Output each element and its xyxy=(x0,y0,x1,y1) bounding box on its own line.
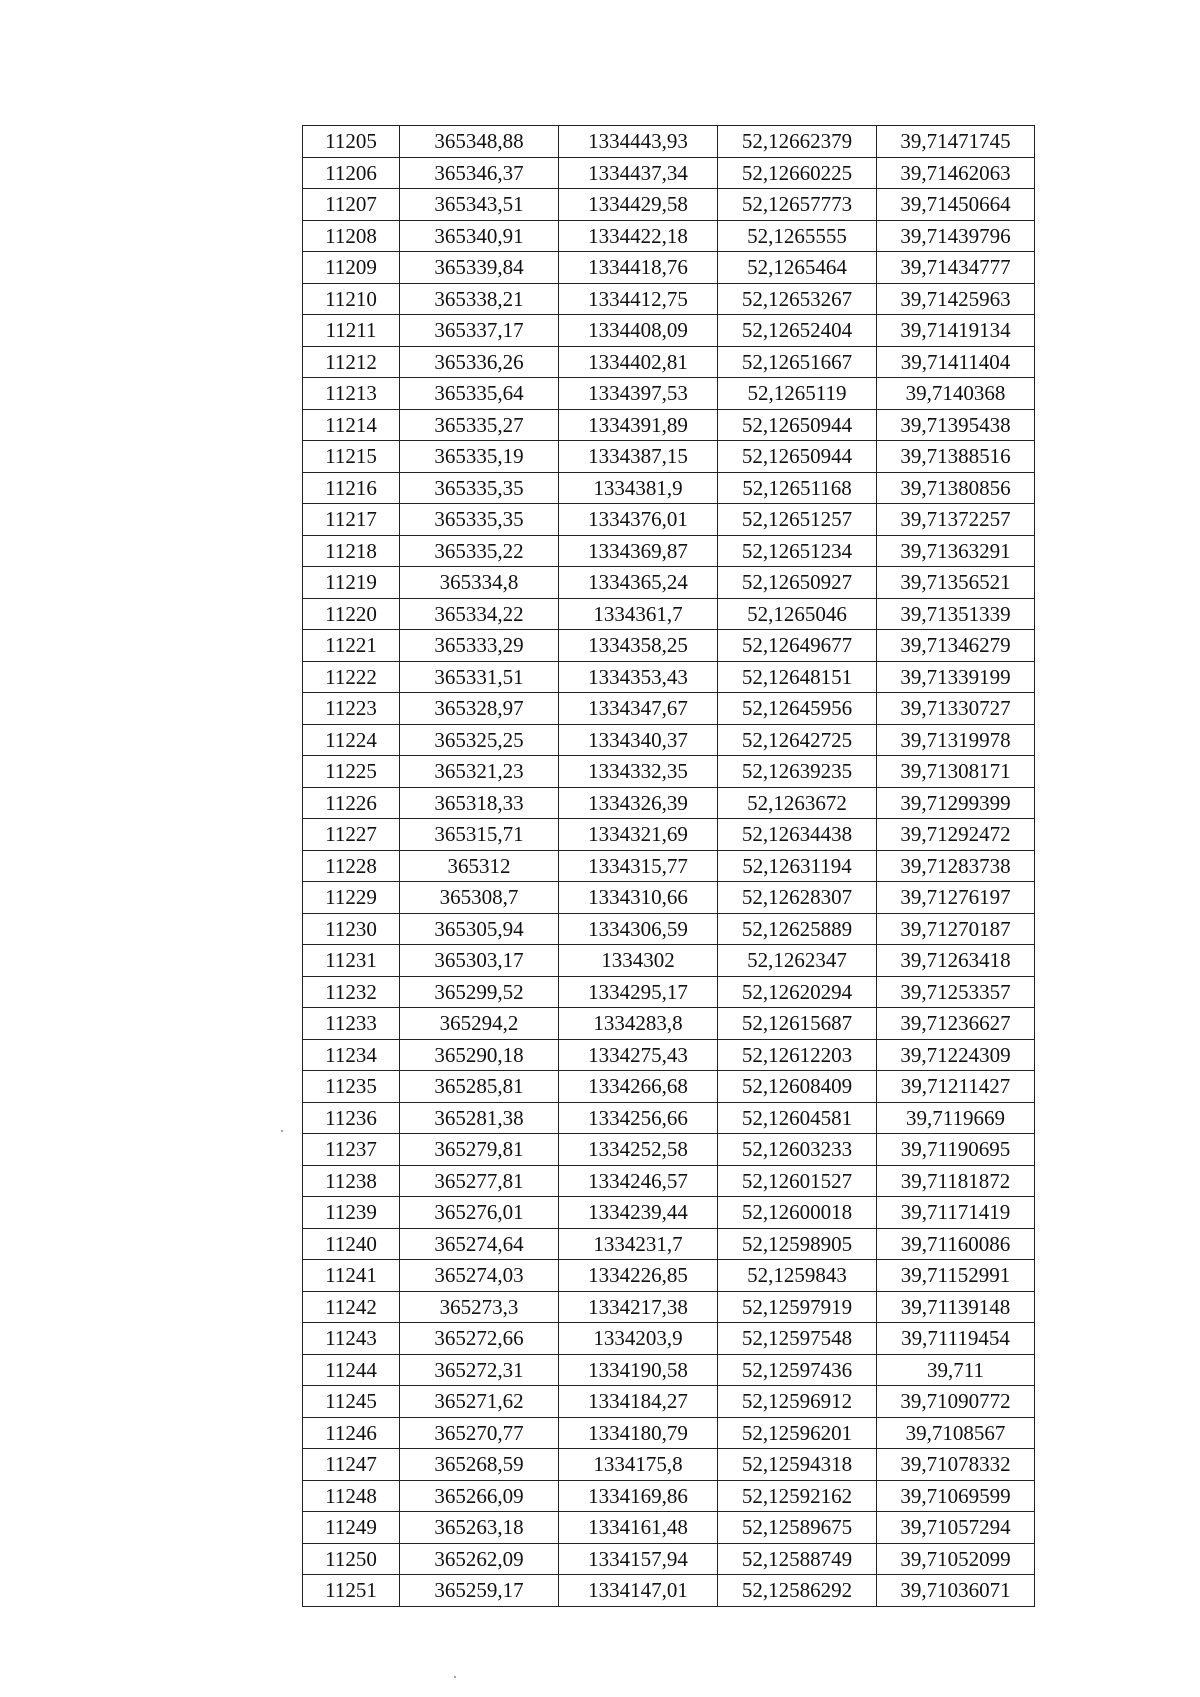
table-cell: 52,12625889 xyxy=(718,913,877,945)
table-cell: 52,12603233 xyxy=(718,1134,877,1166)
table-cell: 1334147,01 xyxy=(559,1575,718,1607)
table-cell: 1334266,68 xyxy=(559,1071,718,1103)
coordinates-table-body xyxy=(303,126,1035,1607)
table-cell: 11223 xyxy=(303,693,400,725)
table-cell: 39,71224309 xyxy=(877,1039,1035,1071)
table-cell: 39,71181872 xyxy=(877,1165,1035,1197)
table-cell: 365335,35 xyxy=(400,504,559,536)
table-cell: 52,12597548 xyxy=(718,1323,877,1355)
table-cell: 11234 xyxy=(303,1039,400,1071)
table-row xyxy=(303,189,1035,221)
table-cell: 365338,21 xyxy=(400,283,559,315)
table-cell: 365333,29 xyxy=(400,630,559,662)
table-cell: 52,12594318 xyxy=(718,1449,877,1481)
table-cell: 39,71253357 xyxy=(877,976,1035,1008)
table-cell: 52,12662379 xyxy=(718,126,877,158)
table-cell: 39,71351339 xyxy=(877,598,1035,630)
table-cell: 365263,18 xyxy=(400,1512,559,1544)
table-cell: 39,71152991 xyxy=(877,1260,1035,1292)
table-cell: 1334332,35 xyxy=(559,756,718,788)
table-cell: 39,71236627 xyxy=(877,1008,1035,1040)
table-row xyxy=(303,1575,1035,1607)
table-row xyxy=(303,661,1035,693)
table-cell: 11216 xyxy=(303,472,400,504)
table-cell: 11209 xyxy=(303,252,400,284)
table-row xyxy=(303,504,1035,536)
table-cell: 39,71434777 xyxy=(877,252,1035,284)
table-row xyxy=(303,535,1035,567)
table-cell: 11210 xyxy=(303,283,400,315)
table-cell: 1334175,8 xyxy=(559,1449,718,1481)
table-cell: 11225 xyxy=(303,756,400,788)
table-cell: 365334,22 xyxy=(400,598,559,630)
table-cell: 1334358,25 xyxy=(559,630,718,662)
table-cell: 52,12650944 xyxy=(718,441,877,473)
table-cell: 39,71380856 xyxy=(877,472,1035,504)
table-cell: 365279,81 xyxy=(400,1134,559,1166)
table-cell: 365335,27 xyxy=(400,409,559,441)
table-cell: 1334315,77 xyxy=(559,850,718,882)
table-cell: 39,711 xyxy=(877,1354,1035,1386)
table-cell: 365321,23 xyxy=(400,756,559,788)
table-cell: 52,12650944 xyxy=(718,409,877,441)
table-cell: 39,71395438 xyxy=(877,409,1035,441)
table-row xyxy=(303,126,1035,158)
table-cell: 52,12612203 xyxy=(718,1039,877,1071)
table-cell: 365335,35 xyxy=(400,472,559,504)
table-cell: 39,71363291 xyxy=(877,535,1035,567)
table-row xyxy=(303,1323,1035,1355)
table-cell: 365337,17 xyxy=(400,315,559,347)
table-row xyxy=(303,157,1035,189)
table-cell: 11250 xyxy=(303,1543,400,1575)
table-row xyxy=(303,1386,1035,1418)
table-cell: 1334437,34 xyxy=(559,157,718,189)
table-cell: 365328,97 xyxy=(400,693,559,725)
table-cell: 365318,33 xyxy=(400,787,559,819)
table-cell: 11229 xyxy=(303,882,400,914)
table-cell: 52,12651234 xyxy=(718,535,877,567)
table-row xyxy=(303,1228,1035,1260)
table-cell: 39,71119454 xyxy=(877,1323,1035,1355)
table-cell: 39,71339199 xyxy=(877,661,1035,693)
coordinates-table xyxy=(302,125,1035,1607)
table-cell: 1334391,89 xyxy=(559,409,718,441)
table-cell: 365271,62 xyxy=(400,1386,559,1418)
table-cell: 39,71356521 xyxy=(877,567,1035,599)
table-cell: 52,12596201 xyxy=(718,1417,877,1449)
table-row xyxy=(303,724,1035,756)
table-cell: 11211 xyxy=(303,315,400,347)
table-row xyxy=(303,1134,1035,1166)
table-cell: 11231 xyxy=(303,945,400,977)
table-cell: 11214 xyxy=(303,409,400,441)
table-cell: 39,71190695 xyxy=(877,1134,1035,1166)
table-row xyxy=(303,1543,1035,1575)
table-cell: 365336,26 xyxy=(400,346,559,378)
table-cell: 52,12653267 xyxy=(718,283,877,315)
table-row xyxy=(303,1480,1035,1512)
table-row xyxy=(303,1071,1035,1103)
table-cell: 52,12660225 xyxy=(718,157,877,189)
table-cell: 1334429,58 xyxy=(559,189,718,221)
table-cell: 11245 xyxy=(303,1386,400,1418)
table-cell: 1334422,18 xyxy=(559,220,718,252)
table-cell: 11222 xyxy=(303,661,400,693)
table-cell: 52,12600018 xyxy=(718,1197,877,1229)
table-cell: 365290,18 xyxy=(400,1039,559,1071)
table-cell: 11238 xyxy=(303,1165,400,1197)
table-cell: 39,71419134 xyxy=(877,315,1035,347)
table-cell: 365274,64 xyxy=(400,1228,559,1260)
table-cell: 52,12642725 xyxy=(718,724,877,756)
table-cell: 1334340,37 xyxy=(559,724,718,756)
table-row xyxy=(303,346,1035,378)
table-row xyxy=(303,1354,1035,1386)
table-cell: 1334321,69 xyxy=(559,819,718,851)
table-cell: 1334180,79 xyxy=(559,1417,718,1449)
table-row xyxy=(303,472,1035,504)
table-cell: 39,7108567 xyxy=(877,1417,1035,1449)
table-cell: 11212 xyxy=(303,346,400,378)
table-row xyxy=(303,630,1035,662)
table-cell: 52,12597919 xyxy=(718,1291,877,1323)
table-cell: 39,71308171 xyxy=(877,756,1035,788)
table-cell: 1334226,85 xyxy=(559,1260,718,1292)
table-cell: 11233 xyxy=(303,1008,400,1040)
table-cell: 39,71090772 xyxy=(877,1386,1035,1418)
table-cell: 11243 xyxy=(303,1323,400,1355)
table-row xyxy=(303,787,1035,819)
table-cell: 1334310,66 xyxy=(559,882,718,914)
table-cell: 1334387,15 xyxy=(559,441,718,473)
table-cell: 365276,01 xyxy=(400,1197,559,1229)
table-cell: 39,71069599 xyxy=(877,1480,1035,1512)
table-cell: 11242 xyxy=(303,1291,400,1323)
table-cell: 52,12589675 xyxy=(718,1512,877,1544)
table-cell: 1334418,76 xyxy=(559,252,718,284)
table-cell: 11226 xyxy=(303,787,400,819)
table-cell: 1334306,59 xyxy=(559,913,718,945)
table-cell: 11235 xyxy=(303,1071,400,1103)
table-row xyxy=(303,1291,1035,1323)
table-cell: 1334376,01 xyxy=(559,504,718,536)
table-cell: 52,1265555 xyxy=(718,220,877,252)
table-row xyxy=(303,1197,1035,1229)
table-cell: 1334295,17 xyxy=(559,976,718,1008)
table-cell: 39,71450664 xyxy=(877,189,1035,221)
table-cell: 365273,3 xyxy=(400,1291,559,1323)
table-cell: 39,71270187 xyxy=(877,913,1035,945)
table-cell: 52,12598905 xyxy=(718,1228,877,1260)
table-row xyxy=(303,1008,1035,1040)
table-cell: 11219 xyxy=(303,567,400,599)
table-cell: 52,12628307 xyxy=(718,882,877,914)
table-cell: 365339,84 xyxy=(400,252,559,284)
table-cell: 1334347,67 xyxy=(559,693,718,725)
table-row xyxy=(303,378,1035,410)
table-cell: 11228 xyxy=(303,850,400,882)
table-cell: 52,12634438 xyxy=(718,819,877,851)
table-cell: 11232 xyxy=(303,976,400,1008)
table-cell: 52,12639235 xyxy=(718,756,877,788)
table-cell: 1334256,66 xyxy=(559,1102,718,1134)
table-row xyxy=(303,945,1035,977)
table-row xyxy=(303,882,1035,914)
table-cell: 11224 xyxy=(303,724,400,756)
table-cell: 11217 xyxy=(303,504,400,536)
table-cell: 39,71299399 xyxy=(877,787,1035,819)
table-cell: 39,71263418 xyxy=(877,945,1035,977)
table-row xyxy=(303,441,1035,473)
table-cell: 1334302 xyxy=(559,945,718,977)
table-cell: 11221 xyxy=(303,630,400,662)
table-cell: 1334252,58 xyxy=(559,1134,718,1166)
table-cell: 1334443,93 xyxy=(559,126,718,158)
table-cell: 52,12608409 xyxy=(718,1071,877,1103)
table-row xyxy=(303,567,1035,599)
table-cell: 52,1263672 xyxy=(718,787,877,819)
table-cell: 39,7119669 xyxy=(877,1102,1035,1134)
table-cell: 11237 xyxy=(303,1134,400,1166)
table-cell: 365331,51 xyxy=(400,661,559,693)
table-cell: 52,12604581 xyxy=(718,1102,877,1134)
table-row xyxy=(303,1039,1035,1071)
table-cell: 39,71171419 xyxy=(877,1197,1035,1229)
table-cell: 365305,94 xyxy=(400,913,559,945)
table-cell: 39,71211427 xyxy=(877,1071,1035,1103)
table-cell: 1334369,87 xyxy=(559,535,718,567)
table-cell: 11208 xyxy=(303,220,400,252)
table-cell: 1334402,81 xyxy=(559,346,718,378)
table-cell: 1334381,9 xyxy=(559,472,718,504)
table-row xyxy=(303,976,1035,1008)
table-cell: 365294,2 xyxy=(400,1008,559,1040)
table-row xyxy=(303,598,1035,630)
table-cell: 365281,38 xyxy=(400,1102,559,1134)
table-row xyxy=(303,409,1035,441)
table-cell: 1334161,48 xyxy=(559,1512,718,1544)
table-cell: 1334283,8 xyxy=(559,1008,718,1040)
table-cell: 1334246,57 xyxy=(559,1165,718,1197)
table-cell: 1334326,39 xyxy=(559,787,718,819)
table-cell: 52,12645956 xyxy=(718,693,877,725)
scan-speck xyxy=(454,1676,456,1678)
table-cell: 365335,64 xyxy=(400,378,559,410)
table-row xyxy=(303,1260,1035,1292)
table-cell: 52,1262347 xyxy=(718,945,877,977)
table-cell: 365308,7 xyxy=(400,882,559,914)
table-cell: 1334169,86 xyxy=(559,1480,718,1512)
table-cell: 52,12651257 xyxy=(718,504,877,536)
table-cell: 39,71346279 xyxy=(877,630,1035,662)
table-cell: 39,71425963 xyxy=(877,283,1035,315)
table-cell: 39,71330727 xyxy=(877,693,1035,725)
table-cell: 365285,81 xyxy=(400,1071,559,1103)
table-cell: 1334157,94 xyxy=(559,1543,718,1575)
table-cell: 11244 xyxy=(303,1354,400,1386)
table-cell: 365315,71 xyxy=(400,819,559,851)
table-cell: 11240 xyxy=(303,1228,400,1260)
table-cell: 11230 xyxy=(303,913,400,945)
table-cell: 365312 xyxy=(400,850,559,882)
table-cell: 39,71078332 xyxy=(877,1449,1035,1481)
table-cell: 52,1259843 xyxy=(718,1260,877,1292)
table-cell: 11213 xyxy=(303,378,400,410)
table-row xyxy=(303,693,1035,725)
table-cell: 1334231,7 xyxy=(559,1228,718,1260)
table-cell: 52,1265464 xyxy=(718,252,877,284)
table-cell: 11248 xyxy=(303,1480,400,1512)
table-cell: 365259,17 xyxy=(400,1575,559,1607)
table-cell: 11249 xyxy=(303,1512,400,1544)
table-cell: 39,71160086 xyxy=(877,1228,1035,1260)
table-row xyxy=(303,315,1035,347)
table-row xyxy=(303,252,1035,284)
table-cell: 365272,31 xyxy=(400,1354,559,1386)
table-cell: 11220 xyxy=(303,598,400,630)
table-cell: 365262,09 xyxy=(400,1543,559,1575)
table-cell: 39,71439796 xyxy=(877,220,1035,252)
table-row xyxy=(303,283,1035,315)
table-cell: 52,1265046 xyxy=(718,598,877,630)
table-row xyxy=(303,819,1035,851)
table-cell: 52,12648151 xyxy=(718,661,877,693)
table-cell: 1334239,44 xyxy=(559,1197,718,1229)
table-row xyxy=(303,1417,1035,1449)
table-cell: 365343,51 xyxy=(400,189,559,221)
table-row xyxy=(303,850,1035,882)
table-cell: 11207 xyxy=(303,189,400,221)
table-cell: 365348,88 xyxy=(400,126,559,158)
table-cell: 365274,03 xyxy=(400,1260,559,1292)
table-cell: 1334275,43 xyxy=(559,1039,718,1071)
table-cell: 365335,19 xyxy=(400,441,559,473)
table-cell: 39,71036071 xyxy=(877,1575,1035,1607)
table-cell: 11236 xyxy=(303,1102,400,1134)
table-cell: 365272,66 xyxy=(400,1323,559,1355)
table-cell: 52,12631194 xyxy=(718,850,877,882)
table-cell: 1334203,9 xyxy=(559,1323,718,1355)
table-cell: 11215 xyxy=(303,441,400,473)
table-cell: 11239 xyxy=(303,1197,400,1229)
table-cell: 11218 xyxy=(303,535,400,567)
table-cell: 52,12597436 xyxy=(718,1354,877,1386)
table-cell: 52,12651168 xyxy=(718,472,877,504)
table-row xyxy=(303,1102,1035,1134)
table-cell: 52,12652404 xyxy=(718,315,877,347)
table-cell: 52,12615687 xyxy=(718,1008,877,1040)
table-cell: 39,71471745 xyxy=(877,126,1035,158)
table-cell: 365346,37 xyxy=(400,157,559,189)
table-cell: 365277,81 xyxy=(400,1165,559,1197)
table-cell: 52,12657773 xyxy=(718,189,877,221)
table-cell: 52,12650927 xyxy=(718,567,877,599)
table-cell: 365334,8 xyxy=(400,567,559,599)
table-cell: 11251 xyxy=(303,1575,400,1607)
table-cell: 365270,77 xyxy=(400,1417,559,1449)
table-cell: 11206 xyxy=(303,157,400,189)
table-cell: 52,12620294 xyxy=(718,976,877,1008)
table-cell: 39,71283738 xyxy=(877,850,1035,882)
table-cell: 52,12596912 xyxy=(718,1386,877,1418)
table-cell: 39,71372257 xyxy=(877,504,1035,536)
table-cell: 52,12649677 xyxy=(718,630,877,662)
table-cell: 52,12651667 xyxy=(718,346,877,378)
table-cell: 39,71319978 xyxy=(877,724,1035,756)
table-cell: 365268,59 xyxy=(400,1449,559,1481)
table-cell: 1334353,43 xyxy=(559,661,718,693)
scan-speck xyxy=(281,1130,283,1132)
table-cell: 39,71139148 xyxy=(877,1291,1035,1323)
table-cell: 11241 xyxy=(303,1260,400,1292)
table-cell: 365325,25 xyxy=(400,724,559,756)
table-row xyxy=(303,1165,1035,1197)
table-cell: 1334217,38 xyxy=(559,1291,718,1323)
table-row xyxy=(303,1512,1035,1544)
table-cell: 39,71052099 xyxy=(877,1543,1035,1575)
table-row xyxy=(303,220,1035,252)
table-cell: 39,71057294 xyxy=(877,1512,1035,1544)
table-cell: 39,7140368 xyxy=(877,378,1035,410)
table-cell: 1334361,7 xyxy=(559,598,718,630)
table-row xyxy=(303,756,1035,788)
table-cell: 365303,17 xyxy=(400,945,559,977)
table-cell: 11247 xyxy=(303,1449,400,1481)
table-cell: 39,71388516 xyxy=(877,441,1035,473)
table-cell: 11227 xyxy=(303,819,400,851)
table-cell: 1334397,53 xyxy=(559,378,718,410)
table-cell: 52,1265119 xyxy=(718,378,877,410)
table-cell: 365340,91 xyxy=(400,220,559,252)
table-cell: 1334190,58 xyxy=(559,1354,718,1386)
table-cell: 52,12588749 xyxy=(718,1543,877,1575)
table-cell: 11246 xyxy=(303,1417,400,1449)
table-row xyxy=(303,1449,1035,1481)
table-cell: 365335,22 xyxy=(400,535,559,567)
table-cell: 39,71462063 xyxy=(877,157,1035,189)
table-cell: 52,12592162 xyxy=(718,1480,877,1512)
table-cell: 11205 xyxy=(303,126,400,158)
table-cell: 1334412,75 xyxy=(559,283,718,315)
table-cell: 1334365,24 xyxy=(559,567,718,599)
table-cell: 1334184,27 xyxy=(559,1386,718,1418)
table-cell: 1334408,09 xyxy=(559,315,718,347)
table-cell: 365266,09 xyxy=(400,1480,559,1512)
table-cell: 39,71276197 xyxy=(877,882,1035,914)
table-cell: 365299,52 xyxy=(400,976,559,1008)
table-cell: 39,71292472 xyxy=(877,819,1035,851)
table-cell: 39,71411404 xyxy=(877,346,1035,378)
table-cell: 52,12586292 xyxy=(718,1575,877,1607)
table-cell: 52,12601527 xyxy=(718,1165,877,1197)
table-row xyxy=(303,913,1035,945)
